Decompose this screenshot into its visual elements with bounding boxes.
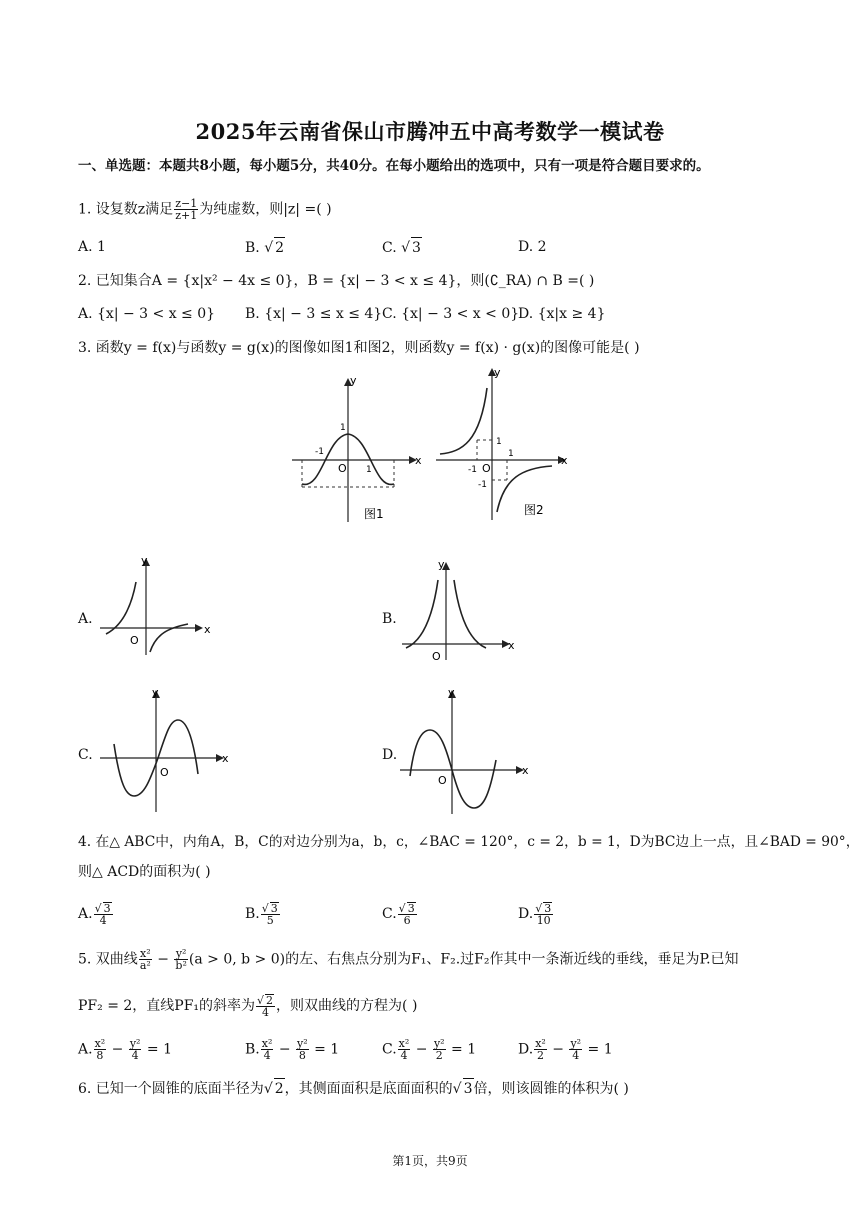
q1-frac-num: z−1 xyxy=(175,197,198,210)
q3-option-c-label: C. xyxy=(78,747,93,763)
qa-curve-left xyxy=(106,582,136,634)
q5-b-frac2 xyxy=(296,1038,309,1061)
q5-frac-y xyxy=(174,948,187,971)
q5-option-c xyxy=(382,1038,476,1061)
q4-b-den: 5 xyxy=(266,914,274,927)
q5-option-d xyxy=(518,1038,613,1061)
q4-option-c xyxy=(382,902,418,926)
q5-a-d2: 4 xyxy=(131,1049,139,1062)
qa-x-label: x xyxy=(204,623,211,636)
fig2-curve-left xyxy=(440,388,487,454)
fig1-origin: O xyxy=(338,462,347,475)
q3-option-d-graph xyxy=(396,684,536,816)
q5-slope-rad: 2 xyxy=(266,994,274,1007)
qb-curve-left xyxy=(406,580,438,648)
q5-b-y2: y² xyxy=(297,1037,308,1050)
qa-origin: O xyxy=(130,634,139,647)
q5-b-x2: x² xyxy=(261,1037,273,1050)
fig2-origin: O xyxy=(482,462,491,475)
q5-line2-b: ，则双曲线的方程为( ) xyxy=(276,998,418,1014)
q5-a-x2: x² xyxy=(94,1037,106,1050)
q4-d-label: D. xyxy=(518,906,534,922)
q2-option-d: D. {x|x ≥ 4} xyxy=(518,306,606,322)
q5-b-d2: 8 xyxy=(298,1049,306,1062)
q5-c-x2: x² xyxy=(398,1037,410,1050)
qb-origin: O xyxy=(432,650,441,663)
q2-option-c: C. {x| − 3 < x < 0} xyxy=(382,306,520,322)
q4-c-den: 6 xyxy=(403,914,411,927)
question-5-line-2 xyxy=(78,994,417,1018)
fig1-tick-y1: 1 xyxy=(340,423,346,433)
q5-d-y2: y² xyxy=(570,1037,582,1050)
qb-curve-right xyxy=(454,580,486,648)
q2-option-a: A. {x| − 3 < x ≤ 0} xyxy=(78,306,216,322)
q4-b-label: B. xyxy=(245,906,260,922)
question-6-stem: 6. 已知一个圆锥的底面半径为√ 2，其侧面面积是底面面积的√ 3倍，则该圆锥的体积为( ) xyxy=(78,1078,629,1099)
q5-a-y2: y² xyxy=(129,1037,141,1050)
q5-c-d1: 4 xyxy=(400,1049,408,1062)
q4-option-a xyxy=(78,902,114,926)
q6-rad2: 3 xyxy=(463,1078,474,1099)
q6-rad1: 2 xyxy=(274,1078,285,1099)
q4-b-frac: $\frac{√ 3}{5}$ xyxy=(261,902,278,927)
q5-a-frac1 xyxy=(94,1038,107,1061)
question-4-line-1: 4. 在△ ABC中，内角A，B，C的对边分别为a，b，c，∠BAC = 120°，c = 2，b = 1，D为BC边上一点，且∠BAD = 90°， xyxy=(78,834,860,850)
q5-c-y2: y² xyxy=(433,1037,445,1050)
qd-origin: O xyxy=(438,774,447,787)
fig2-y-label: y xyxy=(494,366,501,379)
q3-option-a-label: A. xyxy=(78,611,93,627)
question-2-stem: 2. 已知集合A = {x|x² − 4x ≤ 0}，B = {x| − 3 < x ≤ 4}，则(∁_RA) ∩ B =( ) xyxy=(78,273,595,289)
q5-d-eq: = 1 xyxy=(583,1041,613,1058)
q1-stem-a: 1. 设复数z满足 xyxy=(78,201,174,218)
qc-y-label: y xyxy=(152,686,159,699)
q5-d-d2: 4 xyxy=(572,1049,580,1062)
fig2-tick-x-neg1: -1 xyxy=(468,465,477,475)
page-footer: 第1页，共9页 xyxy=(392,1154,468,1168)
q5-a2: a² xyxy=(139,959,151,972)
q1-option-d: D. 2 xyxy=(518,239,547,255)
q1-option-c: C. √ 3 xyxy=(382,237,422,258)
q5-stem-a: 5. 双曲线 xyxy=(78,951,138,968)
q5-a-eq: = 1 xyxy=(142,1041,172,1058)
q1-c-label: C. xyxy=(382,240,402,256)
qd-y-label: y xyxy=(448,686,455,699)
q5-c-d2: 2 xyxy=(435,1049,443,1062)
q4-c-label: C. xyxy=(382,906,397,922)
q5-a-label: A. xyxy=(78,1041,93,1058)
q5-b-d1: 4 xyxy=(263,1049,271,1062)
q5-b-minus: − xyxy=(274,1041,296,1058)
q5-minus: − xyxy=(152,951,174,968)
q5-a-minus: − xyxy=(107,1041,128,1058)
fig1-y-label: y xyxy=(350,374,357,387)
q1-stem-b: 为纯虚数，则|z| =( ) xyxy=(199,201,332,218)
q3-option-b-label: B. xyxy=(382,611,397,627)
q5-c-eq: = 1 xyxy=(446,1041,477,1058)
q5-d-label: D. xyxy=(518,1041,534,1058)
q4-d-frac: $\frac{√ 3}{10}$ xyxy=(535,902,552,927)
q5-b2: b² xyxy=(175,959,187,972)
q5-slope-den: 4 xyxy=(262,1006,270,1019)
q5-c-minus: − xyxy=(411,1041,432,1058)
q2-option-b: B. {x| − 3 ≤ x ≤ 4} xyxy=(245,306,383,322)
q5-c-label: C. xyxy=(382,1041,397,1058)
q6-stem-b: ，其侧面面积是底面面积的 xyxy=(284,1081,453,1097)
fig2-tick-x1: 1 xyxy=(508,449,514,459)
q3-option-b-graph xyxy=(398,552,523,664)
q4-a-rad: 3 xyxy=(103,902,111,915)
q5-slope-frac: $\frac{√ 2}{4}$ xyxy=(257,994,274,1019)
q5-c-frac1 xyxy=(398,1038,411,1061)
q1-fraction xyxy=(174,198,198,221)
q4-c-rad: 3 xyxy=(407,902,415,915)
q5-option-a xyxy=(78,1038,172,1061)
q1-option-b: B. √ 2 xyxy=(245,237,285,258)
q1-b-radicand: 2 xyxy=(274,237,285,258)
q5-d-frac1 xyxy=(534,1038,547,1061)
question-5-line-1 xyxy=(78,948,739,971)
q5-d-x2: x² xyxy=(535,1037,546,1050)
fig2-x-label: x xyxy=(561,454,568,467)
q5-a-frac2 xyxy=(129,1038,142,1061)
qd-x-label: x xyxy=(522,764,529,777)
q5-stem-b: (a > 0, b > 0)的左、右焦点分别为F₁、F₂.过F₂作其中一条渐近线的垂线，垂足为P.已知 xyxy=(188,951,739,968)
qa-x-arrow xyxy=(195,624,203,632)
q3-option-d-label: D. xyxy=(382,747,398,763)
fig1-x-label: x xyxy=(415,454,422,467)
q5-d-frac2 xyxy=(569,1038,582,1061)
q5-b-eq: = 1 xyxy=(309,1041,340,1058)
q4-option-b xyxy=(245,902,281,926)
q4-a-frac: $\frac{√ 3}{4}$ xyxy=(94,902,111,927)
question-1-stem xyxy=(78,198,332,221)
fig1-tick-x1: 1 xyxy=(366,465,372,475)
q5-a-d1: 8 xyxy=(96,1049,104,1062)
q1-b-label: B. xyxy=(245,240,265,256)
q4-option-d xyxy=(518,902,554,926)
q5-frac-x xyxy=(139,948,152,971)
fig1-tick-neg1: -1 xyxy=(315,447,324,457)
q3-option-a-graph xyxy=(96,552,226,657)
fig1-caption: 图1 xyxy=(364,507,384,521)
q4-a-label: A. xyxy=(78,906,93,922)
qb-x-label: x xyxy=(508,639,515,652)
qd-curve xyxy=(410,730,496,808)
q5-d-d1: 2 xyxy=(537,1049,544,1062)
q1-option-a: A. 1 xyxy=(78,239,106,255)
q6-stem-c: 倍，则该圆锥的体积为( ) xyxy=(473,1081,629,1097)
qb-y-label: y xyxy=(438,558,445,571)
q5-option-b xyxy=(245,1038,339,1061)
q6-stem-a: 6. 已知一个圆锥的底面半径为 xyxy=(78,1081,264,1097)
q5-d-minus: − xyxy=(547,1041,569,1058)
q4-d-rad: 3 xyxy=(544,902,552,915)
qa-y-label: y xyxy=(141,554,148,567)
q4-b-rad: 3 xyxy=(270,902,278,915)
q1-frac-den: z+1 xyxy=(175,209,198,222)
fig2-caption: 图2 xyxy=(524,503,544,517)
question-3-stem: 3. 函数y = f(x)与函数y = g(x)的图像如图1和图2，则函数y = f(x) · g(x)的图像可能是( ) xyxy=(78,340,640,356)
q4-a-den: 4 xyxy=(99,914,107,927)
figure-2 xyxy=(432,362,582,522)
qc-x-label: x xyxy=(222,752,229,765)
fig2-tick-y1: 1 xyxy=(496,437,502,447)
q3-option-c-graph xyxy=(96,684,236,814)
q4-c-frac: $\frac{√ 3}{6}$ xyxy=(398,902,415,927)
page-title: 2025年云南省保山市腾冲五中高考数学一模试卷 xyxy=(195,119,665,144)
q5-b-frac1 xyxy=(261,1038,274,1061)
question-4-line-2: 则△ ACD的面积为( ) xyxy=(78,864,211,880)
q5-b-label: B. xyxy=(245,1041,260,1058)
q5-c-frac2 xyxy=(433,1038,446,1061)
q5-y2: y² xyxy=(175,947,187,960)
q5-line2-a: PF₂ = 2，直线PF₁的斜率为 xyxy=(78,998,256,1014)
q4-d-den: 10 xyxy=(536,914,551,927)
q1-c-radicand: 3 xyxy=(411,237,422,258)
q5-x2: x² xyxy=(139,947,151,960)
figure-1 xyxy=(288,372,428,530)
qc-origin: O xyxy=(160,766,169,779)
section-heading: 一、单选题：本题共8小题，每小题5分，共40分。在每小题给出的选项中，只有一项是符合题目要求的。 xyxy=(78,158,710,174)
fig2-tick-y-neg1: -1 xyxy=(478,480,487,490)
